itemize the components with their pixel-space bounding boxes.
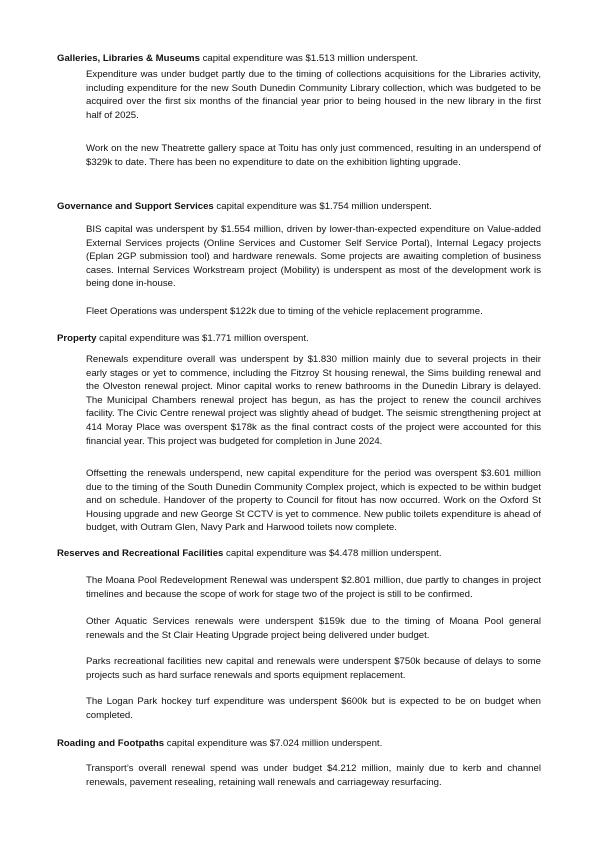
paragraph: Fleet Operations was underspent $122k due to timing of the vehicle replacement programme.	[86, 306, 483, 317]
section-heading-reserves	[57, 547, 442, 560]
heading-text: capital expenditure was $1.513 million underspent.	[199, 53, 419, 64]
heading-bold: Governance and Support Services	[57, 201, 214, 212]
paragraph: BIS capital was underspent by $1.554 million, driven by lower-than-expected expenditure on Value-added External Services projects (Online Services and Customer Self Service Portal), Internal Legacy projects (Eplan 2GP submission tool) and hardware renewals. Some projects are awaiting completion of business cases. Internal Services Workstream project (Mobility) is underspent as most of the development work is being done in-house.	[86, 224, 541, 290]
paragraph: The Logan Park hockey turf expenditure was underspent $600k but is expected to be on budget when completed.	[86, 696, 541, 721]
heading-text: capital expenditure was $4.478 million underspent.	[223, 548, 442, 559]
paragraph: The Moana Pool Redevelopment Renewal was underspent $2.801 million, due partly to changes in project timelines and because the scope of work for stage two of the project is still to be confirmed.	[86, 575, 541, 600]
paragraph: Offsetting the renewals underspend, new capital expenditure for the period was overspent $3.601 million due to the timing of the South Dunedin Community Complex project, which is expected to be within budget and on schedule. Handover of the property to Council for fitout has now occurred. Work on the Oxford St Housing upgrade and new George St CCTV is yet to commence. New public toilets expenditure is ahead of budget, with Outram Glen, Navy Park and Harwood toilets now complete.	[86, 468, 541, 534]
heading-text: capital expenditure was $1.771 million overspent.	[96, 333, 309, 344]
heading-bold: Property	[57, 333, 97, 344]
paragraph: Work on the new Theatrette gallery space at Toitu has only just commenced, resulting in an underspend of $329k to date. There has been no expenditure to date on the exhibition lighting upgrade.	[86, 143, 541, 168]
section-heading-roading	[57, 737, 382, 750]
heading-bold: Galleries, Libraries & Museums	[57, 53, 200, 64]
section-heading-property	[57, 332, 309, 345]
paragraph: Transport’s overall renewal spend was under budget $4.212 million, mainly due to kerb and channel renewals, pavement resealing, retaining wall renewals and carriageway resurfacing.	[86, 763, 541, 788]
paragraph: Expenditure was under budget partly due to the timing of collections acquisitions for the Libraries activity, including expenditure for the new South Dunedin Community Library collection, which was budgeted to be acquired over the first six months of the financial year prior to being housed in the new library in the first half of 2025.	[86, 69, 541, 121]
paragraph: Parks recreational facilities new capital and renewals were underspent $750k because of delays to some projects such as hard surface renewals and sports equipment replacement.	[86, 656, 541, 681]
heading-text: capital expenditure was $7.024 million underspent.	[164, 738, 383, 749]
heading-bold: Reserves and Recreational Facilities	[57, 548, 224, 559]
paragraph: Renewals expenditure overall was underspent by $1.830 million mainly due to several projects in their early stages or yet to commence, including the Fitzroy St housing renewal, the Sims building renewal and the Olveston renewal project. Minor capital works to renew bathrooms in the Dunedin Library is delayed. The Municipal Chambers renewal project has begun, as has the project to renew the council archives facility. The Civic Centre renewal project was slightly ahead of budget. The seismic strengthening project at 414 Moray Place was overspent $178k as the final contract costs of the project were accounted for this financial year. This project was budgeted for completion in June 2024.	[86, 354, 541, 447]
heading-bold: Roading and Footpaths	[57, 738, 165, 749]
paragraph: Other Aquatic Services renewals were underspent $159k due to the timing of Moana Pool general renewals and the St Clair Heating Upgrade project being delivered under budget.	[86, 616, 541, 641]
heading-text: capital expenditure was $1.754 million underspent.	[213, 201, 432, 212]
section-heading-galleries	[57, 52, 418, 65]
section-heading-governance	[57, 200, 432, 213]
